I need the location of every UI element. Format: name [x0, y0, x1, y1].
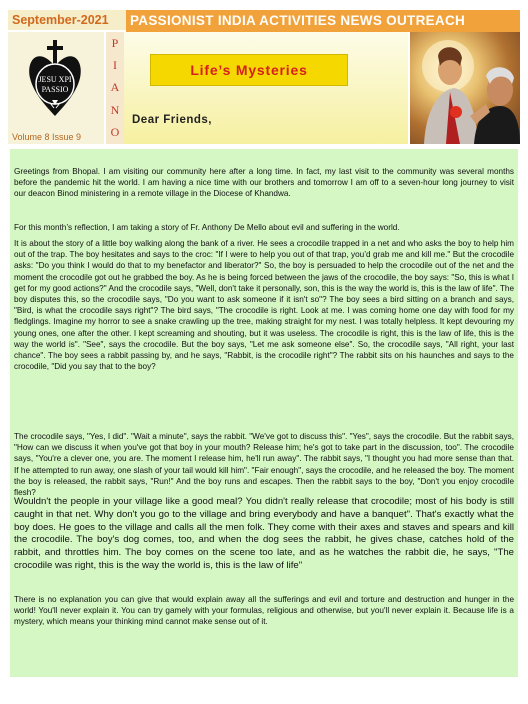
svg-text:PASSIO: PASSIO — [41, 85, 69, 94]
greeting-line: Dear Friends, — [132, 114, 212, 126]
piano-letter: O — [110, 125, 120, 140]
piano-letter: P — [111, 35, 119, 50]
sacred-heart-picture — [410, 32, 520, 144]
paragraph-reflection: For this month’s reflection, I am taking a story of Fr. Anthony De Mello about evil and suffering in the world. — [14, 223, 400, 232]
paragraph-conclusion: There is no explanation you can give that would explain away all the sufferings and evil and torture and destruction and hunger in the world! You'll never explain it. You can try gamely with your formulas, religious and otherwise, but you'll never explain it. Because life is a mystery, which means your thinking mind cannot make sense out of it. — [14, 595, 514, 627]
passionist-emblem-logo — [24, 36, 86, 120]
paragraph-intro: Greetings from Bhopal. I am visiting our community here after a long time. In fact, my last visit to the community was several months before the pandemic hit the world. I am having a nice time with our brothers and tomorrow I am off to a seven-hour long journey to visit our deacon Binod ministering in a remote village in the Diocese of Khandwa. — [14, 167, 514, 199]
paragraph-rabbit: The crocodile says, "Yes, I did". "Wait a minute", says the rabbit. "We've got to discuss this". "Yes", says the crocodile. But the rabbit says, "How can we discuss it when you've got that boy in your mouth? Release him; he's got to take part in the discussion, too". The crocodile says, "You're a clever one, you are. The moment I release him, he'll run away". The rabbit says, "I thought you had more sense than that. If he attempted to run away, one slash of your tail would kill him". "Fair enough", says the crocodile, and he released the boy. The moment the boy is released, the rabbit says, "Run!" And the boy runs and escapes. Then the rabbit says to the boy, "Don't you enjoy crocodile flesh? — [14, 432, 514, 498]
piano-letter: A — [110, 80, 120, 95]
article-title: Life’s Mysteries — [150, 54, 348, 86]
issue-date: September-2021 — [8, 10, 126, 30]
piano-letter: I — [113, 58, 117, 73]
newsletter-header — [8, 10, 520, 144]
volume-issue: Volume 8 Issue 9 — [12, 132, 82, 142]
title-panel — [124, 32, 408, 144]
newsletter-banner: PASSIONIST INDIA ACTIVITIES NEWS OUTREACH — [126, 10, 520, 32]
paragraph-story: It is about the story of a little boy walking along the bank of a river. He sees a crocodile trapped in a net and who asks the boy to help him out of the trap. The boy hesitates and says to the croc: "If I were to help you out of that trap, you’d grab me and kill me." But the crocodile asks: "Do you think I would do that to my benefactor and liberator?" So, the boy is persuaded to help the crocodile out of the net and the moment the crocodile got out he grabbed the boy. As he is being forced between the jaws of the crocodile, the boy says: "So, this is what I get for my good actions?" And the crocodile says, "Well, don't take it personally, son, this is the way the world is, this is the law of life". The boy disputes this, so the crocodile says, "Do you want to ask someone if it isn't so"? The boy sees a bird sitting on a branch and says, "Bird, is what the crocodile says right"? The bird says, "The crocodile is right. Look at me. I was coming home one day with food for my fledglings. Imagine my horror to see a snake crawling up the tree, making straight for my nest. I was totally helpless. It kept devouring my young ones, one after the other. I kept screaming and shouting, but it was useless. The crocodile is right, this is the law of life, this is the way the world is". "See", says the crocodile. But the boy says, "Let me ask someone else". So, the crocodile says, "All right, your last chance". The boy sees a rabbit passing by, and he says, "Rabbit, is the crocodile right"? The rabbit sits on his haunches and says to the crocodile, "Did you say that to the boy? — [14, 239, 514, 372]
article-body — [10, 149, 518, 677]
paragraph-village: Wouldn't the people in your village like a good meal? You didn't really release that crocodile; most of his body is still caught in that net. Why don't you go to the village and bring everybody and have a banquet". That's exactly what the boy does. He goes to the village and calls all the men folk. They come with their axes and staves and spears and kill the crocodile. The boy's dog comes, too, and when the dog sees the rabbit, he gives chase, catches hold of the rabbit, and throttles him. The boy comes on the scene too late, and as he watches the rabbit die, he says, "The crocodile was right, this is the way the world is, this is the law of life" — [14, 496, 514, 571]
piano-vertical-label — [106, 32, 124, 144]
svg-text:JESU XPI: JESU XPI — [38, 75, 72, 84]
piano-letter: N — [110, 102, 120, 117]
masthead-left — [8, 32, 104, 144]
